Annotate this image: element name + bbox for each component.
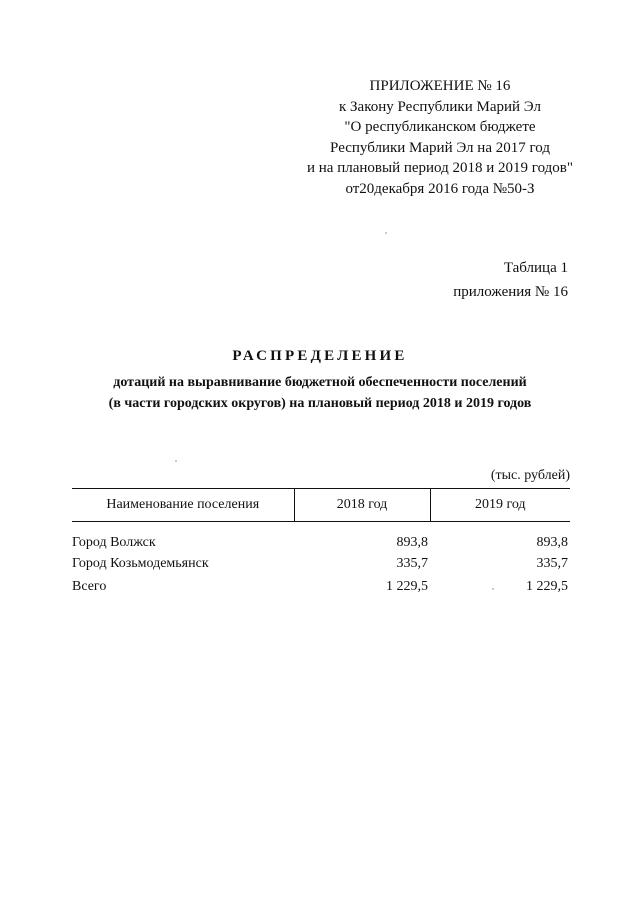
scan-speck [385,232,387,234]
table-number: Таблица 1 [503,260,568,276]
subtitle-line-1: дотаций на выравнивание бюджетной обеспеченности поселений [113,375,527,390]
table-row [72,553,570,574]
appendix-law-title-3: и на плановый период 2018 и 2019 годов" [307,160,573,176]
document-subtitle [0,372,640,414]
appendix-law-title-1: "О республиканском бюджете [344,119,536,135]
appendix-law-date: от20декабря 2016 года №50-З [345,180,535,197]
scan-speck [175,460,177,462]
appendix-number: ПРИЛОЖЕНИЕ № 16 [369,78,511,94]
appendix-header [290,76,590,199]
units-label: (тыс. рублей) [490,468,570,483]
scan-speck [492,588,494,590]
document-title: РАСПРЕДЕЛЕНИЕ [232,348,408,364]
header-2018: 2018 год [294,489,430,522]
row-value-2018: 893,8 [396,534,428,550]
row-settlement-name: Город Козьмодемьянск [72,555,209,571]
distribution-table [72,488,570,600]
row-value-2019: 893,8 [536,534,568,550]
total-label: Всего [72,579,107,594]
header-2019: 2019 год [430,489,570,522]
table-appendix-ref: приложения № 16 [453,284,568,300]
table-spacer [72,522,570,533]
appendix-law-title-2: Республики Марий Эл на 2017 год [330,139,550,156]
row-settlement-name: Город Волжск [72,534,156,550]
subtitle-line-2: (в части городских округов) на плановый период 2018 и 2019 годов [108,396,532,411]
row-value-2019: 335,7 [536,555,568,571]
table-row [72,532,570,553]
row-value-2018: 335,7 [396,555,428,571]
appendix-law-ref: к Закону Республики Марий Эл [338,98,541,115]
table-header-row [72,489,570,522]
total-value-2018: 1 229,5 [386,579,428,594]
table-total-row [72,574,570,600]
table-reference [453,256,568,304]
header-settlement-name: Наименование поселения [72,489,294,522]
total-value-2019: 1 229,5 [526,579,568,594]
